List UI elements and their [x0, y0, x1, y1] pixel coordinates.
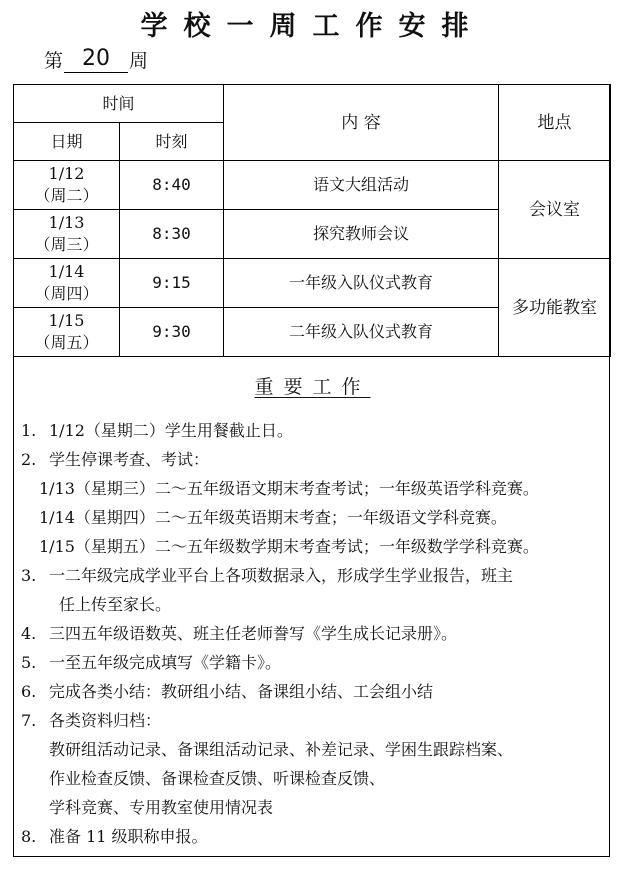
list-item — [21, 561, 606, 590]
row-date: 1/15 — [48, 311, 85, 330]
list-item — [21, 416, 606, 445]
row-date: 1/12 — [48, 164, 85, 183]
list-item — [21, 619, 606, 648]
header-content: 内 容 — [224, 85, 499, 161]
item-text: 一至五年级完成填写《学籍卡》。 — [49, 653, 282, 672]
item-number: 7. — [21, 711, 37, 730]
row-content: 二年级入队仪式教育 — [224, 308, 499, 357]
header-date: 日期 — [14, 123, 120, 161]
important-list — [21, 416, 606, 851]
item-text: 三四五年级语数英、班主任老师誊写《学生成长记录册》。 — [49, 624, 458, 643]
header-place: 地点 — [499, 85, 611, 161]
row-weekday: （周四） — [34, 284, 99, 303]
item-number: 2. — [21, 450, 37, 469]
header-moment: 时刻 — [120, 123, 224, 161]
item-text: 一二年级完成学业平台上各项数据录入，形成学生学业报告，班主 — [49, 566, 514, 585]
row-weekday: （周五） — [34, 333, 99, 352]
page-title: 学校一周工作安排 — [140, 11, 485, 42]
item-text: 准备 11 级职称申报。 — [49, 827, 208, 846]
sub-item: 1/14（星期四）二～五年级英语期末考查；一年级语文学科竞赛。 — [39, 508, 507, 527]
schedule-table — [13, 84, 611, 357]
item-number: 6. — [21, 682, 37, 701]
sub-item: 1/15（星期五）二～五年级数学期末考查考试；一年级数学学科竞赛。 — [39, 537, 539, 556]
item-continuation: 作业检查反馈、备课检查反馈、听课检查反馈、 — [49, 769, 386, 788]
item-number: 3. — [21, 566, 37, 585]
item-text: 学生停课考查、考试： — [49, 450, 210, 469]
item-text: 各类资料归档： — [49, 711, 162, 730]
row-time: 9:15 — [120, 259, 224, 308]
row-time: 9:30 — [120, 308, 224, 357]
table-row — [14, 259, 611, 308]
week-prefix: 第 — [44, 50, 64, 72]
row-date: 1/13 — [48, 213, 85, 232]
row-date-cell — [14, 259, 120, 308]
row-content: 语文大组活动 — [224, 161, 499, 210]
row-content: 探究教师会议 — [224, 210, 499, 259]
row-weekday: （周三） — [34, 235, 99, 254]
row-weekday: （周二） — [34, 186, 99, 205]
item-number: 1. — [21, 421, 37, 440]
item-number: 5. — [21, 653, 37, 672]
list-item — [21, 822, 606, 851]
row-date-cell — [14, 161, 120, 210]
list-item — [21, 706, 606, 735]
item-number: 4. — [21, 624, 37, 643]
row-date: 1/14 — [48, 262, 85, 281]
item-continuation: 任上传至家长。 — [59, 595, 172, 614]
important-heading: 重要工作 — [254, 376, 371, 398]
week-suffix: 周 — [129, 50, 149, 72]
table-row — [14, 161, 611, 210]
item-text: 1/12（星期二）学生用餐截止日。 — [49, 421, 293, 440]
sub-item: 1/13（星期三）二～五年级语文期末考查考试；一年级英语学科竞赛。 — [39, 479, 539, 498]
item-continuation: 教研组活动记录、备课组活动记录、补差记录、学困生跟踪档案、 — [49, 740, 514, 759]
row-date-cell — [14, 308, 120, 357]
row-time: 8:30 — [120, 210, 224, 259]
list-item — [21, 648, 606, 677]
row-place: 多功能教室 — [499, 259, 611, 357]
item-continuation: 学科竞赛、专用教室使用情况表 — [49, 798, 274, 817]
list-item — [21, 445, 606, 474]
row-date-cell — [14, 210, 120, 259]
week-number: 20 — [64, 46, 128, 73]
row-place: 会议室 — [499, 161, 611, 259]
week-indicator — [44, 46, 148, 73]
item-text: 完成各类小结：教研组小结、备课组小结、工会组小结 — [49, 682, 434, 701]
important-heading-wrap — [0, 372, 625, 399]
list-item — [21, 677, 606, 706]
item-number: 8. — [21, 827, 37, 846]
row-content: 一年级入队仪式教育 — [224, 259, 499, 308]
row-time: 8:40 — [120, 161, 224, 210]
header-time: 时间 — [14, 85, 224, 123]
